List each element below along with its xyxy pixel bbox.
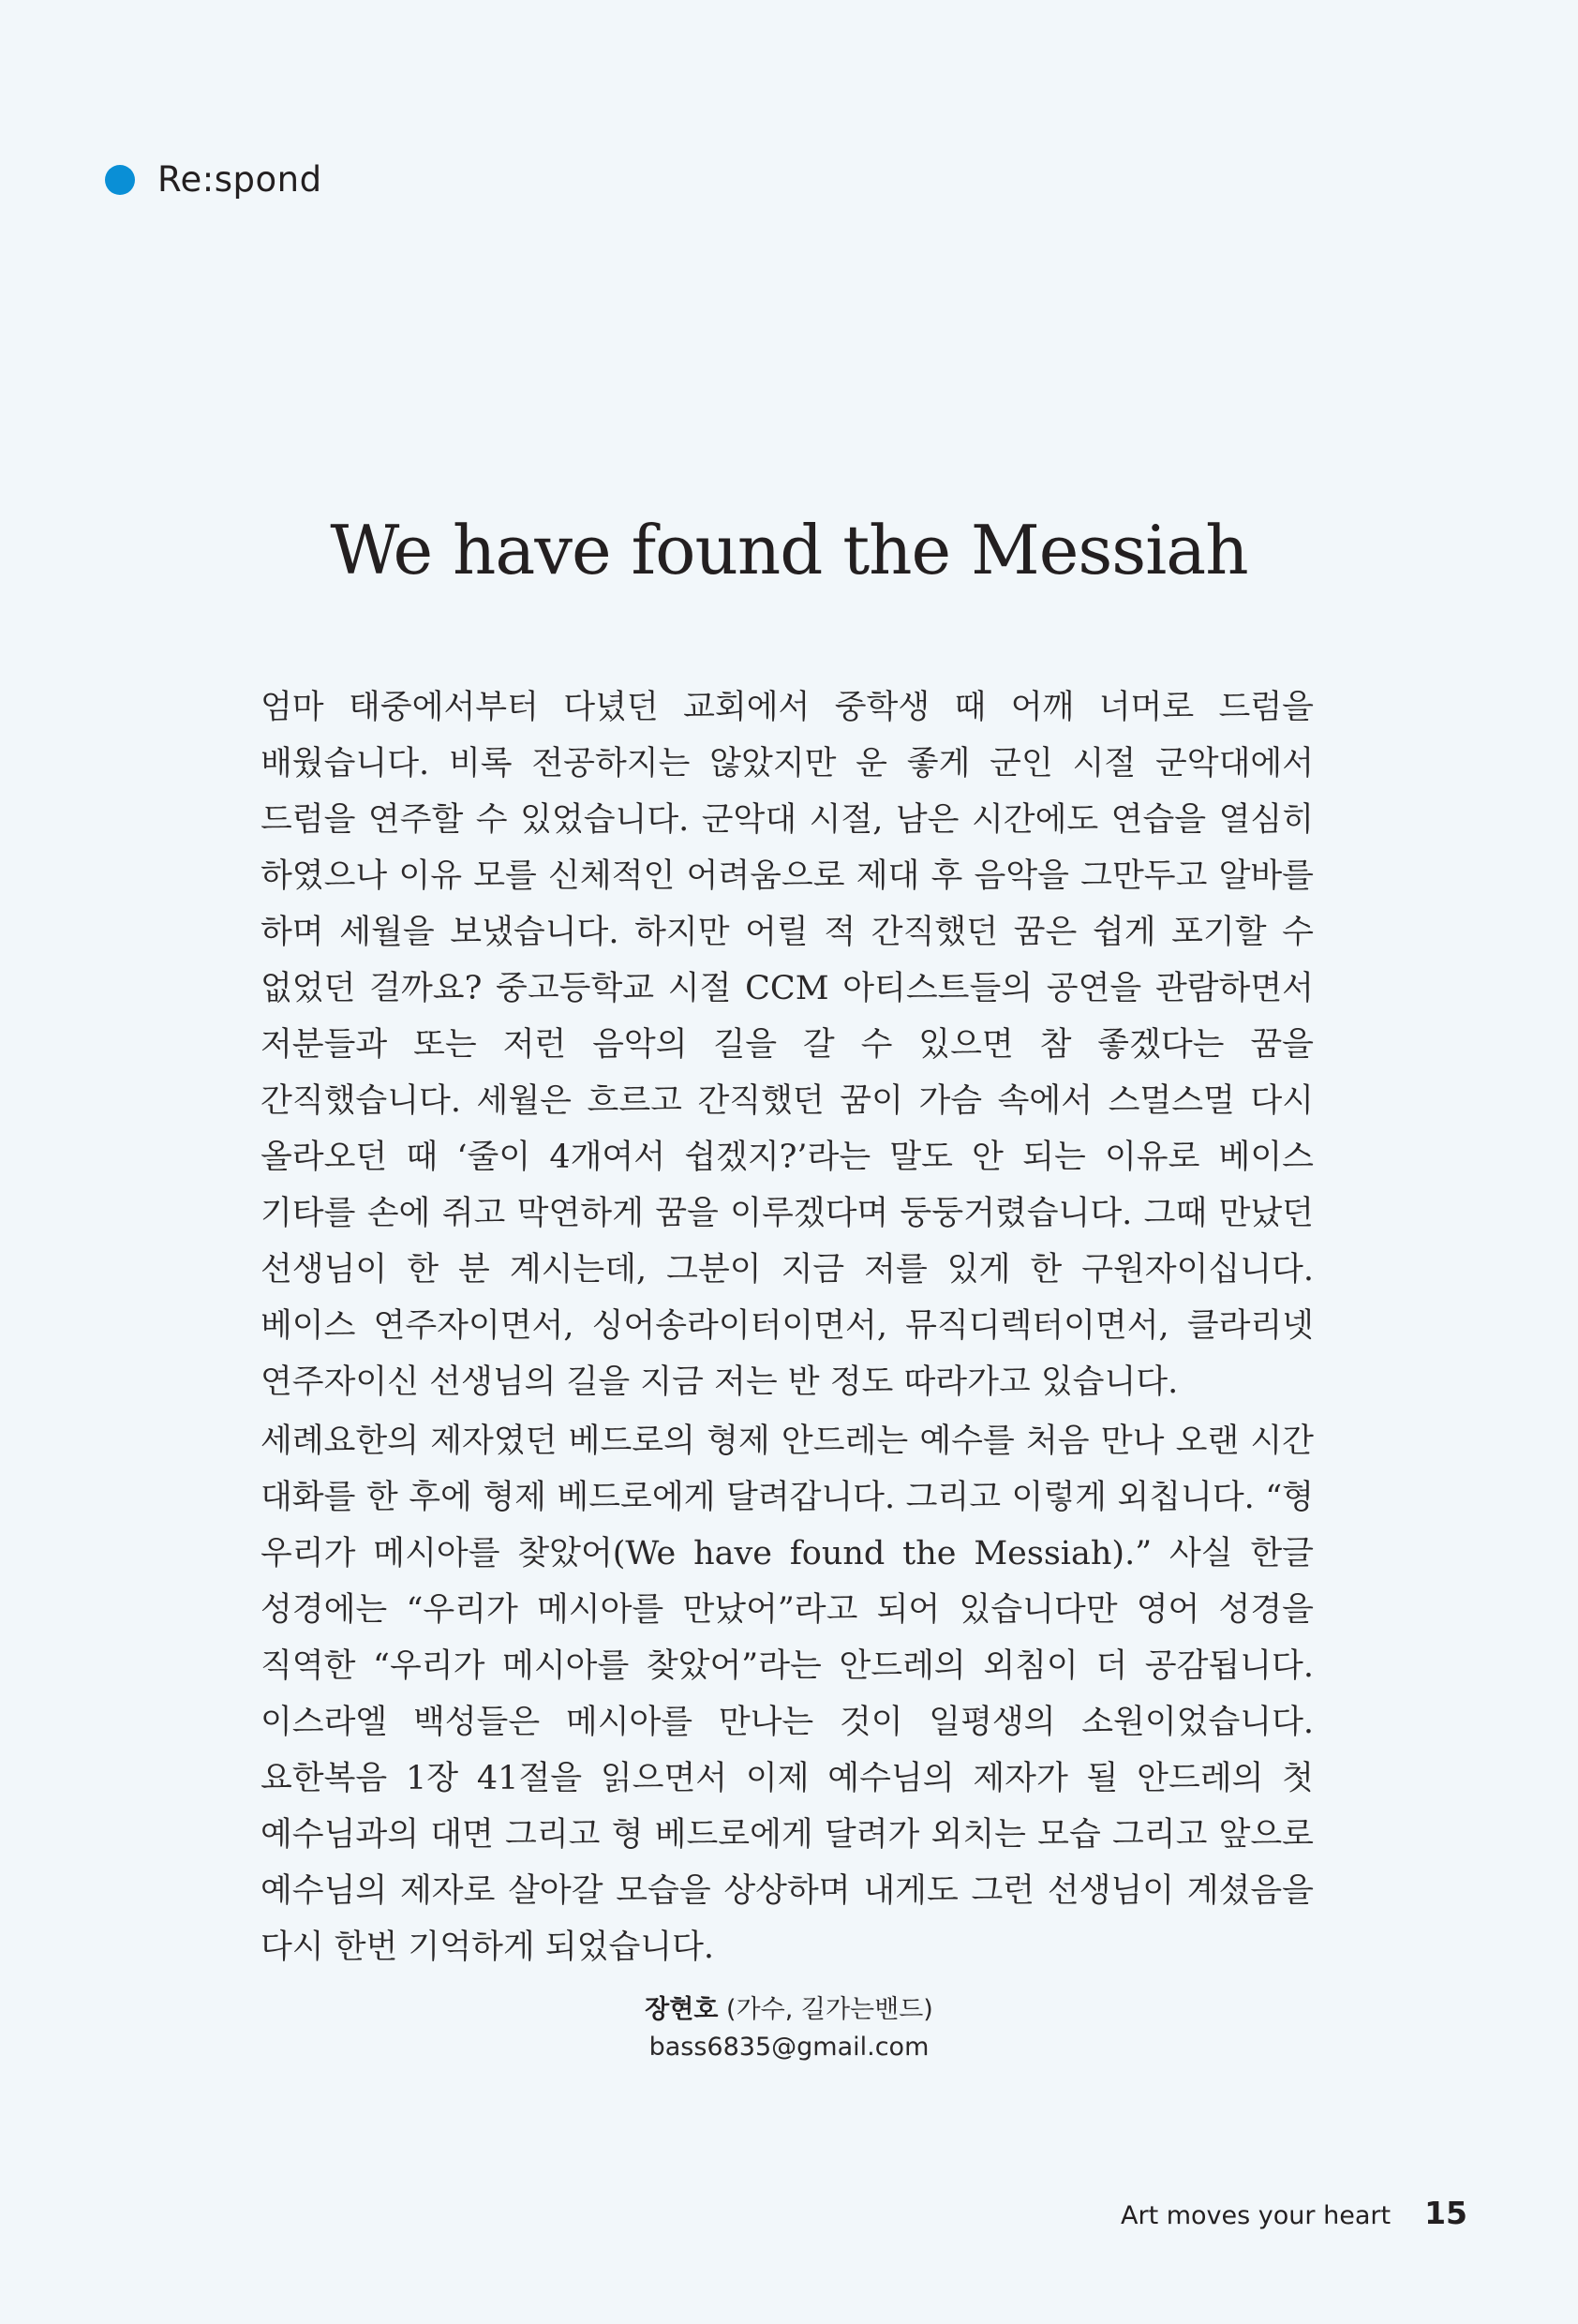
page-number: 15 [1424,2195,1467,2231]
section-tag [105,159,322,200]
footer-tagline: Art moves your heart [1121,2201,1392,2230]
author-email: bass6835@gmail.com [648,2033,930,2062]
page-footer [1121,2195,1467,2231]
author-line [0,1991,1578,2029]
author-role: (가수, 길가는밴드) [726,1995,933,2024]
article-title: We have found the Messiah [330,511,1248,589]
section-label: Re:spond [157,159,322,200]
article-paragraph-1: 엄마 태중에서부터 다녔던 교회에서 중학생 때 어깨 너머로 드럼을 배웠습니다. 비록 전공하지는 않았지만 운 좋게 군인 시절 군악대에서 드럼을 연주할 수 있었습니다. 군악대 시절, 남은 시간에도 연습을 열심히 하였으나 이유 모를 신체적인 어려움으로 제대 후 음악을 그만두고 알바를 하며 세월을 보냈습니다. 하지만 어릴 적 간직했던 꿈은 쉽게 포기할 수 없었던 걸까요? 중고등학교 시절 CCM 아티스트들의 공연을 관람하면서 저분들과 또는 저런 음악의 길을 갈 수 있으면 참 좋겠다는 꿈을 간직했습니다. 세월은 흐르고 간직했던 꿈이 가슴 속에서 스멀스멀 다시 올라오던 때 ‘줄이 4개여서 쉽겠지?’라는 말도 안 되는 이유로 베이스 기타를 손에 쥐고 막연하게 꿈을 이루겠다며 둥둥거렸습니다. 그때 만났던 선생님이 한 분 계시는데, 그분이 지금 저를 있게 한 구원자이십니다. 베이스 연주자이면서, 싱어송라이터이면서, 뮤직디렉터이면서, 클라리넷 연주자이신 선생님의 길을 지금 저는 반 정도 따라가고 있습니다. [261,689,1314,1401]
author-block [0,1991,1578,2066]
article-paragraph-2: 세례요한의 제자였던 베드로의 형제 안드레는 예수를 처음 만나 오랜 시간 대화를 한 후에 형제 베드로에게 달려갑니다. 그리고 이렇게 외칩니다. “형 우리가 메시아를 찾았어(We have found the Messiah).” 사실 한글 성경에는 “우리가 메시아를 만났어”라고 되어 있습니다만 영어 성경을 직역한 “우리가 메시아를 찾았어”라는 안드레의 외침이 더 공감됩니다. 이스라엘 백성들은 메시아를 만나는 것이 일평생의 소원이었습니다. 요한복음 1장 41절을 읽으면서 이제 예수님의 제자가 될 안드레의 첫 예수님과의 대면 그리고 형 베드로에게 달려가 외치는 모습 그리고 앞으로 예수님의 제자로 살아갈 모습을 상상하며 내게도 그런 선생님이 계셨음을 다시 한번 기억하게 되었습니다. [261,1423,1314,1966]
bullet-dot-icon [105,165,135,195]
author-name: 장현호 [645,1995,719,2024]
